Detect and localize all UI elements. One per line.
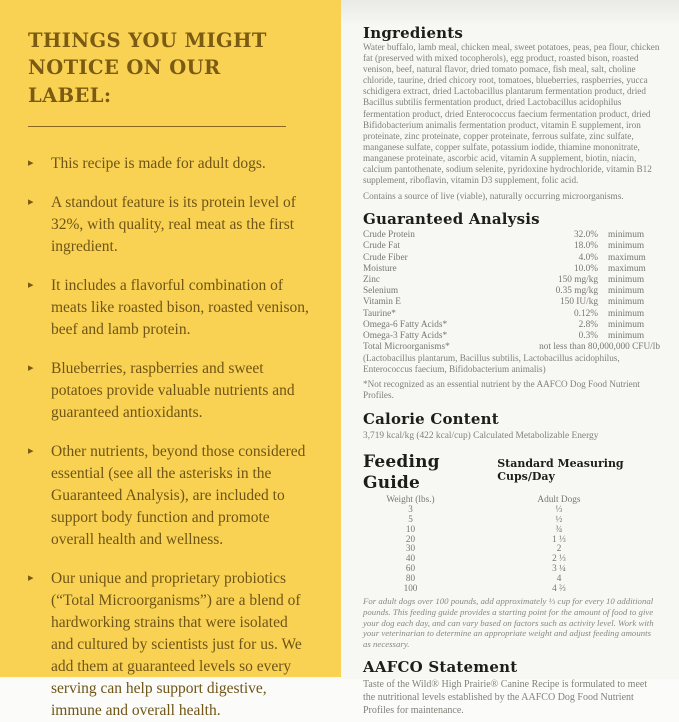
nutrient-label: Crude Fiber bbox=[363, 252, 408, 263]
nutrient-qualifier: minimum bbox=[608, 275, 645, 286]
heading-divider bbox=[28, 126, 286, 127]
table-row bbox=[363, 309, 660, 320]
table-row bbox=[363, 286, 660, 297]
nutrient-value: 0.12% bbox=[573, 308, 598, 319]
microorganisms-value: not less than 80,000,000 CFU/lb bbox=[539, 342, 660, 353]
label-note-item bbox=[28, 275, 313, 341]
table-row bbox=[363, 331, 660, 342]
nutrient-value: 2.8% bbox=[578, 319, 598, 330]
nutrient-qualifier: minimum bbox=[608, 331, 645, 342]
label-note-text: Other nutrients, beyond those considered essential (see all the asterisks in the Guaranteed Analysis), are included to support body function and promote overall health and wellness. bbox=[51, 442, 306, 548]
cups-value: 4 bbox=[556, 572, 562, 583]
nutrient-value: 4.0% bbox=[578, 252, 598, 263]
nutrient-label: Moisture bbox=[363, 263, 397, 274]
guaranteed-analysis-section bbox=[363, 210, 660, 401]
nutrient-qualifier: minimum bbox=[608, 230, 645, 241]
nutrient-qualifier: minimum bbox=[608, 297, 645, 308]
nutrient-value: 150 IU/kg bbox=[560, 297, 598, 308]
nutrient-value: 0.3% bbox=[578, 331, 598, 342]
nutrient-qualifier: minimum bbox=[608, 319, 645, 330]
table-row bbox=[363, 230, 660, 241]
microorganisms-label: Total Microorganisms* bbox=[363, 342, 450, 353]
nutrient-label: Omega-6 Fatty Acids* bbox=[363, 319, 448, 330]
feeding-guide-subheading: Standard Measuring Cups/Day bbox=[497, 457, 624, 484]
calorie-content-text: 3,719 kcal/kg (422 kcal/cup) Calculated Metabolizable Energy bbox=[363, 431, 599, 442]
triangle-bullet-icon: ▸ bbox=[28, 360, 34, 374]
guaranteed-analysis-table bbox=[363, 230, 660, 342]
weight-value: 80 bbox=[405, 572, 416, 583]
calorie-content-heading: Calorie Content bbox=[363, 410, 499, 429]
ingredients-text: Water buffalo, lamb meal, chicken meal, sweet potatoes, peas, pea flour, chicken fat (preserved with mixed tocopherols), egg product, roasted bison, roasted venison, beef, natural flavor, dried tomato pomace, fish meal, salt, choline chloride, taurine, dried chicory root, tomatoes, blueberries, raspberries, yucca schidigera extract, dried Lactobacillus plantarum fermentation product, dried Bacillus subtilis fermentation product, dried Lactobacillus acidophilus fermentation product, dried Enterococcus faecium fermentation product, dried Bifidobacterium animalis fermentation product, vitamin E supplement, iron proteinate, zinc proteinate, copper proteinate, ferrous sulfate, zinc sulfate, manganese sulfate, copper sulfate, potassium iodide, thiamine mononitrate, manganese proteinate, ascorbic acid, vitamin A supplement, biotin, niacin, calcium pantothenate, sodium selenite, pyridoxine hydrochloride, vitamin B12 supplement, riboflavin, vitamin D3 supplement, folic acid. bbox=[363, 42, 660, 186]
weight-value: 60 bbox=[405, 563, 416, 574]
cups-value: 2 ⅓ bbox=[552, 553, 566, 564]
label-note-item bbox=[28, 192, 313, 258]
feeding-guide-heading: Feeding Guide bbox=[363, 452, 440, 493]
table-row bbox=[363, 584, 660, 594]
triangle-bullet-icon: ▸ bbox=[28, 155, 34, 169]
nutrient-qualifier: maximum bbox=[608, 252, 646, 263]
nutrient-label: Omega-3 Fatty Acids* bbox=[363, 331, 448, 342]
feeding-guide-heading-row bbox=[363, 452, 660, 493]
aafco-statement-text: Taste of the Wild® High Prairie® Canine Recipe is formulated to meet the nutritional levels established by the AAFCO Dog Food Nutrient Profiles for maintenance. bbox=[363, 679, 648, 716]
nutrient-label: Crude Fat bbox=[363, 241, 400, 252]
feeding-guide-table bbox=[363, 505, 660, 593]
label-note-text: Our unique and proprietary probiotics (“Total Microorganisms”) are a blend of hardworking strains that were isolated and cultured by scientists just for us. We add them at guaranteed levels so every serving can help support digestive, immune and overall health. bbox=[51, 569, 302, 719]
cups-value: 1 ⅓ bbox=[552, 533, 566, 544]
nutrient-qualifier: minimum bbox=[608, 308, 645, 319]
weight-value: 10 bbox=[405, 523, 416, 534]
aafco-statement-heading: AAFCO Statement bbox=[363, 658, 518, 677]
nutrient-qualifier: minimum bbox=[608, 241, 645, 252]
label-note-text: This recipe is made for adult dogs. bbox=[51, 154, 266, 172]
nutrient-value: 10.0% bbox=[573, 263, 598, 274]
aafco-statement-section bbox=[363, 658, 660, 717]
cups-value: 3 ¼ bbox=[552, 563, 566, 574]
guaranteed-analysis-heading: Guaranteed Analysis bbox=[363, 210, 540, 229]
triangle-bullet-icon: ▸ bbox=[28, 277, 34, 291]
ingredients-section bbox=[363, 24, 660, 202]
asterisk-footnote: *Not recognized as an essential nutrient by the AAFCO Dog Food Nutrient Profiles. bbox=[363, 379, 640, 401]
cups-value: 4 ⅔ bbox=[552, 582, 566, 593]
label-note-item bbox=[28, 441, 313, 551]
label-note-item bbox=[28, 568, 313, 722]
label-note-item bbox=[28, 358, 313, 424]
left-panel-heading: THINGS YOU MIGHT NOTICE ON OUR LABEL: bbox=[28, 29, 267, 107]
triangle-bullet-icon: ▸ bbox=[28, 194, 34, 208]
cups-value: ¾ bbox=[555, 523, 563, 534]
table-row bbox=[363, 264, 660, 275]
nutrient-value: 32.0% bbox=[573, 230, 598, 241]
weight-value: 3 bbox=[408, 504, 413, 515]
feeding-guide-footnote: For adult dogs over 100 pounds, add approximately ⅓ cup for every 10 additional pounds. This feeding guide provides a starting point for the amount of food to give your dog each day, and can vary based on factors such as activity level. Work with your veterinarian to determine an appropriate weight and adjust feeding amounts as necessary. bbox=[363, 596, 654, 649]
weight-value: 40 bbox=[405, 553, 416, 564]
nutrient-label: Taurine* bbox=[363, 308, 396, 319]
ingredients-heading: Ingredients bbox=[363, 24, 464, 42]
triangle-bullet-icon: ▸ bbox=[28, 570, 34, 584]
table-row bbox=[363, 275, 660, 286]
nutrition-label-panel bbox=[341, 0, 679, 716]
table-row bbox=[363, 297, 660, 308]
table-row bbox=[363, 253, 660, 264]
nutrient-value: 150 mg/kg bbox=[557, 275, 598, 286]
weight-value: 30 bbox=[405, 543, 416, 554]
weight-column-header: Weight (lbs.) bbox=[386, 495, 435, 506]
cups-value: ⅓ bbox=[555, 504, 563, 515]
microorganisms-row bbox=[363, 342, 660, 353]
nutrient-label: Vitamin E bbox=[363, 297, 401, 308]
nutrient-qualifier: maximum bbox=[608, 263, 646, 274]
nutrient-value: 18.0% bbox=[573, 241, 598, 252]
nutrient-value: 0.35 mg/kg bbox=[555, 286, 598, 297]
cups-value: ½ bbox=[555, 514, 563, 525]
label-note-text: Blueberries, raspberries and sweet potatoes provide valuable nutrients and guaranteed antioxidants. bbox=[51, 359, 295, 421]
label-note-item bbox=[28, 153, 313, 175]
table-row bbox=[363, 241, 660, 252]
contains-note: Contains a source of live (viable), naturally occurring microorganisms. bbox=[363, 191, 624, 202]
weight-value: 100 bbox=[403, 582, 418, 593]
table-row bbox=[363, 320, 660, 331]
feeding-guide-section bbox=[363, 452, 660, 649]
label-note-text: A standout feature is its protein level of 32%, with quality, real meat as the first ingredient. bbox=[51, 193, 296, 255]
nutrient-label: Selenium bbox=[363, 286, 399, 297]
nutrient-label: Zinc bbox=[363, 275, 381, 286]
nutrient-qualifier: minimum bbox=[608, 286, 645, 297]
label-notes-list bbox=[28, 153, 315, 722]
triangle-bullet-icon: ▸ bbox=[28, 443, 34, 457]
weight-value: 20 bbox=[405, 533, 416, 544]
cups-column-header: Adult Dogs bbox=[537, 495, 581, 506]
label-note-text: It includes a flavorful combination of meats like roasted bison, roasted venison, beef and lamb protein. bbox=[51, 276, 309, 338]
nutrient-label: Crude Protein bbox=[363, 230, 415, 241]
weight-value: 5 bbox=[408, 514, 413, 525]
microorganisms-detail: (Lactobacillus plantarum, Bacillus subtilis, Lactobacillus acidophilus, Enterococcus faecium, Bifidobacterium animalis) bbox=[363, 353, 620, 375]
cups-value: 2 bbox=[556, 543, 562, 554]
calorie-content-section bbox=[363, 410, 660, 442]
